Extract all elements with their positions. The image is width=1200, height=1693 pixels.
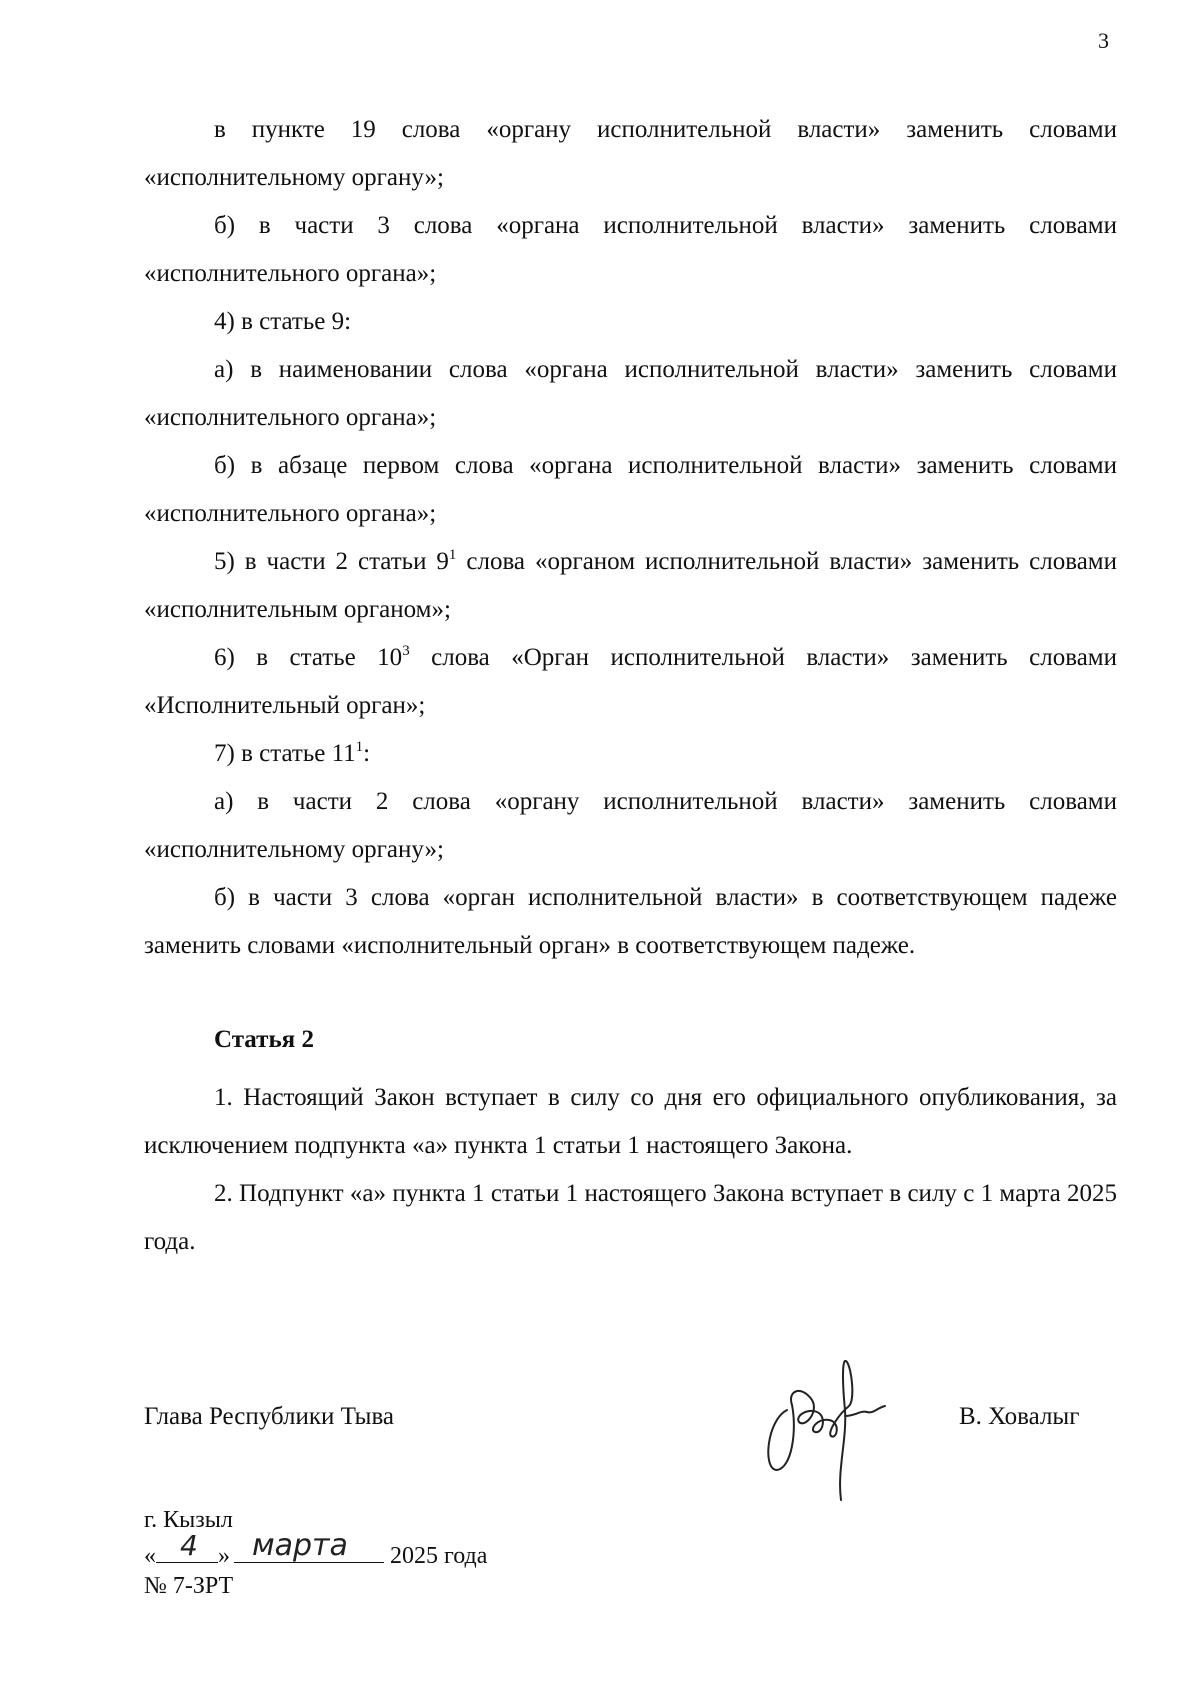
- date-day: 4: [180, 1529, 198, 1562]
- date-close-quote: »: [218, 1543, 230, 1569]
- date-month-field: [234, 1528, 384, 1563]
- paragraph: б) в абзаце первом слова «органа исполнительной власти» заменить словами «исполнительного органа»;: [144, 452, 1117, 527]
- paragraph: [144, 538, 1117, 634]
- superscript: 3: [402, 643, 410, 659]
- paragraph: [144, 730, 1117, 778]
- handwritten-signature: [757, 1350, 907, 1510]
- paragraph: б) в части 3 слова «орган исполнительной власти» в соответствующем падеже заменить словами «исполнительный орган» в соответствующем падеже.: [144, 884, 1117, 959]
- article-heading: Статья 2: [214, 1026, 314, 1053]
- paragraph: а) в наименовании слова «органа исполнительной власти» заменить словами «исполнительного органа»;: [144, 356, 1117, 431]
- paragraph-text: :: [363, 740, 371, 767]
- date-line: [144, 1528, 488, 1572]
- place: г. Кызыл: [144, 1507, 233, 1533]
- paragraph-text: 7) в статье 11: [214, 740, 356, 767]
- paragraph: [144, 634, 1117, 730]
- signatory-name: В. Ховалыг: [959, 1403, 1080, 1430]
- page-number: 3: [1098, 28, 1109, 53]
- date-month: марта: [252, 1528, 348, 1563]
- paragraph: в пункте 19 слова «органу исполнительной власти» заменить словами «исполнительному органу»;: [144, 116, 1117, 191]
- paragraph: б) в части 3 слова «органа исполнительной власти» заменить словами «исполнительного органа»;: [144, 212, 1117, 287]
- paragraph-text: 5) в части 2 статьи 9: [214, 548, 449, 575]
- paragraph-text: 6) в статье 10: [214, 644, 403, 671]
- paragraph: 1. Настоящий Закон вступает в силу со дня его официального опубликования, за исключением подпункта «а» пункта 1 статьи 1 настоящего Закона.: [144, 1084, 1117, 1159]
- paragraph: 4) в статье 9:: [214, 308, 352, 335]
- superscript: 1: [355, 739, 364, 755]
- date-open-quote: «: [144, 1543, 156, 1569]
- article-text: [144, 1074, 1117, 1266]
- amendments-text: [144, 106, 1117, 970]
- signatory-title: Глава Республики Тыва: [144, 1403, 395, 1430]
- paragraph-text: слова «Орган исполнительной власти» заменить словами «Исполнительный орган»;: [144, 644, 1117, 719]
- paragraph: 2. Подпункт «а» пункта 1 статьи 1 настоящего Закона вступает в силу с 1 марта 2025 года.: [144, 1180, 1117, 1255]
- superscript: 1: [448, 547, 457, 563]
- paragraph: а) в части 2 слова «органу исполнительной власти» заменить словами «исполнительному органу»;: [144, 788, 1117, 863]
- paragraph-text: слова «органом исполнительной власти» заменить словами «исполнительным органом»;: [144, 548, 1117, 623]
- law-number: № 7-ЗРТ: [144, 1573, 234, 1599]
- date-day-field: [156, 1529, 218, 1563]
- date-year: 2025 года: [390, 1543, 488, 1569]
